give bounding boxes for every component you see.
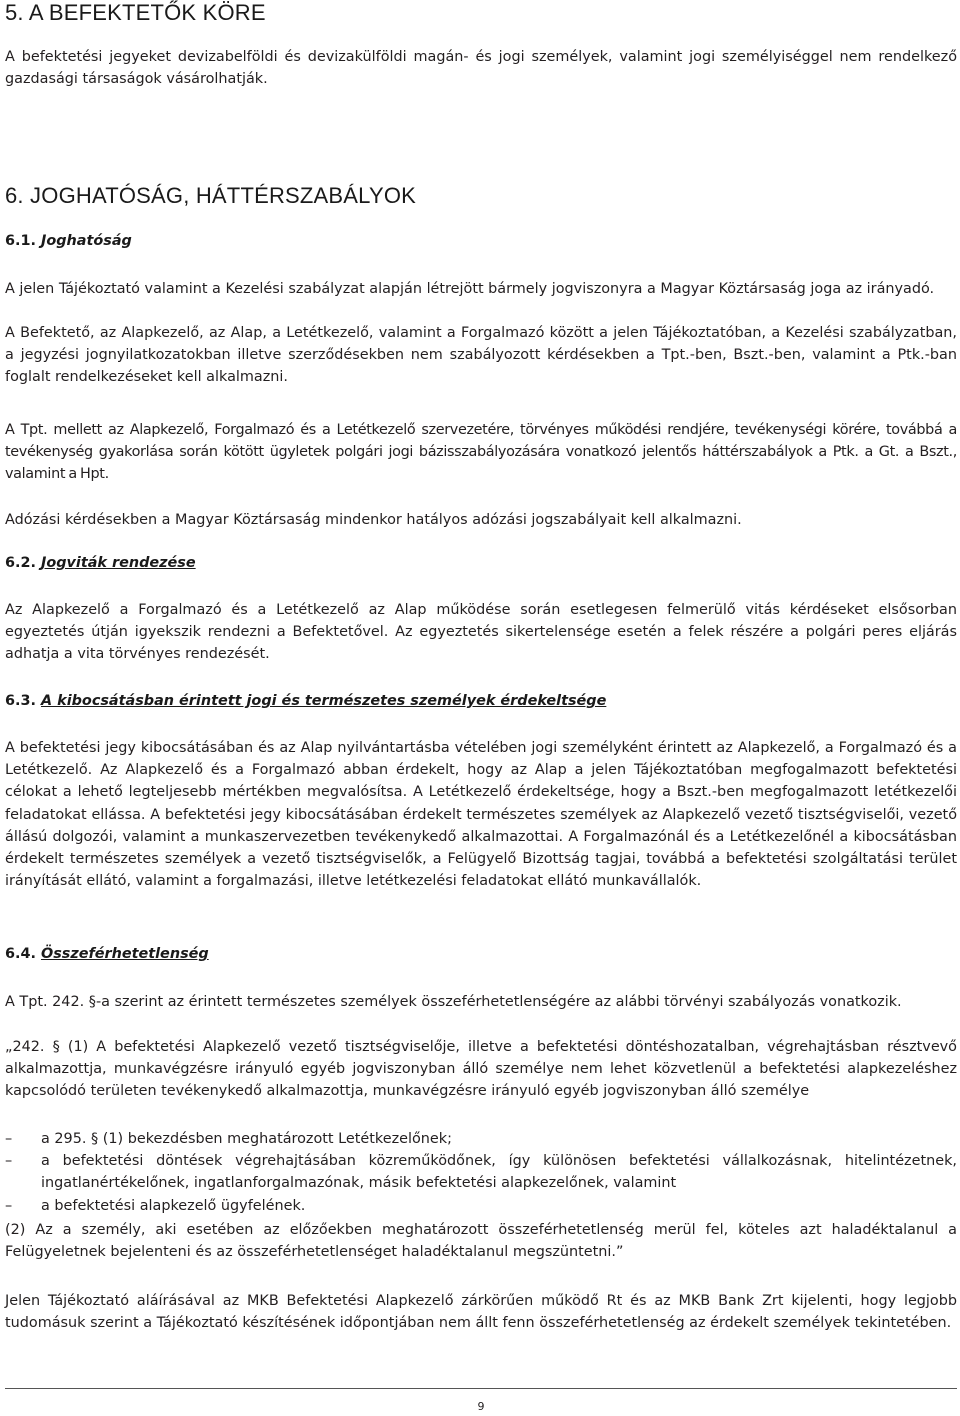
subsection-title: Jogviták rendezése bbox=[40, 555, 196, 571]
list-item bbox=[5, 1150, 957, 1194]
list-item-text: a befektetési alapkezelő ügyfelének. bbox=[41, 1197, 306, 1214]
dash-bullet: – bbox=[5, 1197, 13, 1214]
paragraph-background-rules: A Tpt. mellett az Alapkezelő, Forgalmazó és a Letétkezelő szervezetére, törvényes működési rendjére, tevékenységi körére, továbbá a tevékenység gyakorlása során kötött ügyletek polgári jogi bázisszabályozására vonatkozó jelentős háttérszabályok a Ptk. a Gt. a Bszt., valamint a Hpt. bbox=[5, 422, 957, 483]
paragraph-applicable-law: A Befektető, az Alapkezelő, az Alap, a Letétkezelő, valamint a Forgalmazó között a jelen Tájékoztatóban, a Kezelési szabályzatban, a jegyzési jognyilatkozatokban illetve szerződésekben nem szabályozott kérdésekben a Tpt.-ben, Bszt.-ben, valamint a Ptk.-ban foglalt rendelkezéseket kell alkalmazni. bbox=[5, 325, 957, 386]
conflict-list bbox=[5, 1128, 957, 1217]
paragraph-declaration: Jelen Tájékoztató aláírásával az MKB Befektetési Alapkezelő zárkörűen működő Rt és az MKB Bank Zrt kijelenti, hogy legjobb tudomásuk szerint a Tájékoztató készítésének időpontjában nem állt fenn összeférhetetlenség az érdekelt személyek tekintetében. bbox=[5, 1293, 957, 1332]
subsection-6-3-heading bbox=[5, 693, 957, 709]
page-number: 9 bbox=[477, 1400, 485, 1413]
subsection-6-4-heading bbox=[5, 946, 957, 962]
footer bbox=[5, 1400, 957, 1413]
subsection-title: Összeférhetetlenség bbox=[40, 946, 209, 962]
subsection-number: 6.2. bbox=[5, 555, 36, 571]
list-item bbox=[5, 1128, 957, 1150]
list-item-text: a befektetési döntések végrehajtásában közreműködőnek, így különösen befektetési vállalkozásnak, hitelintézetnek, ingatlanértékelőnek, ingatlanforgalmazónak, másik befektetési alapkezelőnek, valamint bbox=[41, 1153, 957, 1192]
subsection-number: 6.1. bbox=[5, 233, 36, 249]
subsection-6-2-heading bbox=[5, 555, 957, 571]
section-5-paragraph: A befektetési jegyeket devizabelföldi és devizakülföldi magán- és jogi személyek, valamint jogi személyiséggel nem rendelkező gazdasági társaságok vásárolhatják. bbox=[5, 49, 957, 88]
section-6-heading: 6. JOGHATÓSÁG, HÁTTÉRSZABÁLYOK bbox=[5, 183, 417, 208]
paragraph-notification: (2) Az a személy, aki esetében az előzőekben meghatározott összeférhetetlenség merül fel, köteles azt haladéktalanul a Felügyeletnek bejelenteni és az összeférhetetlenséget haladéktalanul megszüntetni.” bbox=[5, 1222, 957, 1261]
paragraph-tax: Adózási kérdésekben a Magyar Köztársaság mindenkor hatályos adózási jogszabályait kell alkalmazni. bbox=[5, 512, 742, 528]
paragraph-conflict-intro: A Tpt. 242. §-a szerint az érintett természetes személyek összeférhetetlenségére az alábbi törvényi szabályozás vonatkozik. bbox=[5, 994, 902, 1010]
section-5-heading: 5. A BEFEKTETŐK KÖRE bbox=[5, 0, 266, 25]
footer-divider bbox=[5, 1388, 957, 1389]
subsection-title: Joghatóság bbox=[40, 233, 132, 249]
dash-bullet: – bbox=[5, 1153, 13, 1170]
paragraph-law-quote: „242. § (1) A befektetési Alapkezelő vezető tisztségviselője, illetve a befektetési döntéshozatalban, végrehajtásban résztvevő alkalmazottja, munkavégzésre irányuló egyéb jogviszonyban álló személye nem lehet közvetlenül a befektetési alapkezeléshez kapcsolódó területen tevékenykedő alkalmazottja, munkavégzésre irányuló egyéb jogviszonyban álló személye bbox=[5, 1039, 957, 1100]
subsection-6-1-heading bbox=[5, 233, 957, 249]
paragraph-jurisdiction: A jelen Tájékoztató valamint a Kezelési szabályzat alapján létrejött bármely jogviszonyra a Magyar Köztársaság joga az irányadó. bbox=[5, 281, 935, 297]
dash-bullet: – bbox=[5, 1131, 13, 1147]
list-item-text: a 295. § (1) bekezdésben meghatározott Letétkezelőnek; bbox=[41, 1131, 452, 1147]
paragraph-disputes: Az Alapkezelő a Forgalmazó és a Letétkezelő az Alap működése során esetlegesen felmerülő vitás kérdéseket elsősorban egyeztetés útján igyekszik rendezni a Befektetővel. Az egyeztetés sikertelensége esetén a felek részére a polgári peres eljárás adhatja a vita törvényes rendezését. bbox=[5, 602, 957, 663]
subsection-number: 6.4. bbox=[5, 946, 36, 962]
paragraph-interests: A befektetési jegy kibocsátásában és az Alap nyilvántartásba vételében jogi személyként érintett az Alapkezelő, a Forgalmazó és a Letétkezelő. Az Alapkezelő és a Forgalmazó abban érdekelt, hogy az Alap a jelen Tájékoztatóban megfogalmazott befektetési célokat a lehető legteljesebb mértékben megvalósítsa. A Letétkezelő érdekeltsége, hogy a Bszt.-ben megfogalmazott letétkezelői feladatokat ellássa. A befektetési jegy kibocsátásában érdekelt természetes személyek az Alapkezelő vezető tisztségviselői, vezető állású dolgozói, valamint a munkaszervezetben tevékenykedő alkalmazottai. A Forgalmazónál és a Letétkezelőnél a kibocsátásban érdekelt természetes személyek a vezető tisztségviselők, a Felügyelő Bizottság tagjai, továbbá a befektetési szolgáltatási terület irányítását ellátó, valamint a forgalmazási, illetve letétkezelési feladatokat ellátó munkavállalók. bbox=[5, 740, 957, 890]
subsection-title: A kibocsátásban érintett jogi és természetes személyek érdekeltsége bbox=[40, 693, 607, 709]
subsection-number: 6.3. bbox=[5, 693, 36, 709]
list-item bbox=[5, 1195, 957, 1217]
